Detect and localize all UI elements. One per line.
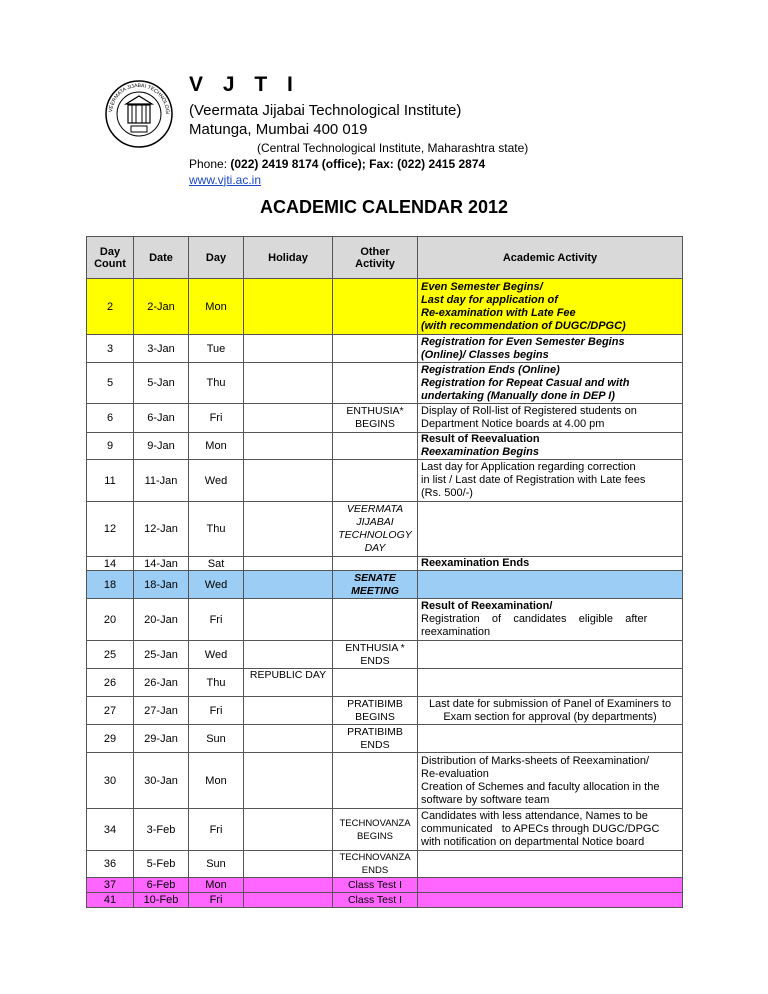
activity-line: Last date for submission of Panel of Examiners to [428,697,672,710]
activity-line: Result of Reexamination/ [421,600,553,612]
cell-activity [418,279,683,335]
activity-line: (Online)/ Classes begins [421,348,549,361]
cell-day: Fri [189,697,244,725]
activity-line: Department Notice boards at 4.00 pm [421,418,605,430]
activity-line: with notification on departmental Notice board [421,836,645,848]
cell-day: Mon [189,279,244,335]
institute-logo [104,70,174,160]
cell-other [333,851,418,878]
cell-holiday: REPUBLIC DAY [244,669,333,697]
cell-date: 5-Jan [134,363,189,404]
activity-line: Candidates with less attendance, Names to be [421,810,648,822]
cell-day: Sat [189,557,244,571]
cell-holiday [244,851,333,878]
cell-other [333,641,418,669]
cell-day-count: 12 [87,502,134,557]
cell-day: Fri [189,404,244,433]
table-row [87,279,683,335]
cell-holiday [244,878,333,893]
cell-day-count: 5 [87,363,134,404]
table-row [87,502,683,557]
cell-activity [418,641,683,669]
activity-line: (with recommendation of DUGC/DPGC) [421,319,626,332]
cell-activity [418,433,683,460]
cell-date: 3-Jan [134,335,189,363]
activity-line: Registration for Repeat Casual and with [421,376,630,389]
activity-line: Exam section for approval (by departments) [443,710,657,723]
col-day: Day [189,237,244,279]
other-line: ENTHUSIA * [345,641,405,654]
other-line: TECHNOVANZA [339,817,411,829]
cell-date: 6-Feb [134,878,189,893]
activity-line: Even Semester Begins/ [421,280,543,293]
cell-holiday [244,571,333,599]
cell-date: 11-Jan [134,460,189,502]
activity-line: undertaking (Manually done in DEP I) [421,389,615,402]
table-row [87,669,683,697]
other-line: BEGINS [355,418,395,430]
calendar-title: ACADEMIC CALENDAR 2012 [259,197,509,217]
website-link[interactable]: www.vjti.ac.in [189,172,262,187]
cell-activity [418,363,683,404]
cell-other [333,279,418,335]
other-line: BEGINS [355,710,395,723]
cell-day-count: 36 [87,851,134,878]
phone-label: Phone: [189,156,231,171]
cell-holiday [244,809,333,851]
other-line: BEGINS [357,830,393,842]
cell-day-count: 25 [87,641,134,669]
other-line: ENDS [361,865,389,876]
cell-holiday [244,433,333,460]
other-line: JIJABAI [356,516,394,528]
cell-day-count: 41 [87,893,134,908]
table-row [87,851,683,878]
activity-line: Re-examination with Late Fee [421,306,576,319]
cell-other [333,363,418,404]
activity-line: in list / Last date of Registration with Late fees [421,474,646,486]
cell-date: 5-Feb [134,851,189,878]
cell-other [333,557,418,571]
col-other-line1: Other [360,245,390,258]
cell-other [333,753,418,809]
cell-activity [418,809,683,851]
cell-activity [418,893,683,908]
cell-activity [418,599,683,641]
cell-day: Fri [189,809,244,851]
table-row [87,404,683,433]
cell-holiday [244,753,333,809]
table-row [87,641,683,669]
cell-holiday [244,599,333,641]
cell-holiday [244,335,333,363]
cell-activity [418,557,683,571]
other-line: MEETING [351,584,399,597]
cell-date: 6-Jan [134,404,189,433]
other-line: ENDS [360,738,390,751]
cell-other [333,599,418,641]
activity-line: Creation of Schemes and faculty allocation in the [421,780,660,793]
contact-phone [189,157,528,172]
institute-short-name: V J T I [189,73,300,96]
table-row [87,557,683,571]
cell-date: 30-Jan [134,753,189,809]
activity-line: Registration of candidates eligible after [421,613,648,625]
cell-date: 10-Feb [134,893,189,908]
cell-day: Sun [189,725,244,753]
other-line: Class Test I [347,893,403,906]
institute-header [189,72,528,188]
cell-activity [418,571,683,599]
cell-day: Mon [189,878,244,893]
cell-holiday [244,460,333,502]
cell-day: Sun [189,851,244,878]
table-row [87,809,683,851]
cell-day: Fri [189,893,244,908]
institute-subtitle: (Central Technological Institute, Maharashtra state) [257,140,529,155]
cell-day-count: 9 [87,433,134,460]
cell-day: Tue [189,335,244,363]
institute-address: Matunga, Mumbai 400 019 [189,121,368,138]
col-day-count [87,237,134,279]
activity-line: software by software team [421,793,550,806]
cell-activity [418,697,683,725]
cell-date: 18-Jan [134,571,189,599]
cell-holiday [244,279,333,335]
activity-line: (Rs. 500/-) [421,487,473,499]
col-other-line2: Activity [355,257,395,270]
col-date: Date [134,237,189,279]
cell-date: 26-Jan [134,669,189,697]
cell-other [333,725,418,753]
cell-other [333,571,418,599]
cell-day-count: 29 [87,725,134,753]
cell-date: 9-Jan [134,433,189,460]
phone-fax-numbers: (022) 2419 8174 (office); Fax: (022) 2415 2874 [230,156,486,171]
other-line: Class Test I [347,878,403,891]
cell-day-count: 37 [87,878,134,893]
cell-other [333,893,418,908]
table-row [87,697,683,725]
cell-day-count: 2 [87,279,134,335]
activity-line: Last day for Application regarding correction [421,461,636,473]
cell-day-count: 26 [87,669,134,697]
table-header-row [87,237,683,279]
col-day-count-line1: Day [99,245,121,258]
cell-date: 14-Jan [134,557,189,571]
col-academic-activity: Academic Activity [418,237,683,279]
col-holiday: Holiday [244,237,333,279]
cell-holiday [244,725,333,753]
table-row [87,571,683,599]
activity-line: reexamination [421,626,491,638]
cell-holiday [244,697,333,725]
cell-day-count: 27 [87,697,134,725]
cell-activity [418,669,683,697]
table-row [87,753,683,809]
cell-other [333,433,418,460]
cell-other [333,669,418,697]
other-line: ENTHUSIA* [346,405,404,417]
other-line: TECHNOLOGY [338,529,412,541]
academic-calendar-table [86,236,683,908]
cell-other [333,697,418,725]
table-row [87,725,683,753]
cell-activity [418,335,683,363]
cell-day: Mon [189,753,244,809]
activity-line: Registration for Even Semester Begins [421,335,625,348]
cell-day-count: 20 [87,599,134,641]
col-day-count-line2: Count [94,257,126,270]
cell-date: 27-Jan [134,697,189,725]
cell-day: Thu [189,669,244,697]
other-line: PRATIBIMB [347,697,403,710]
other-line: ENDS [360,654,390,667]
cell-other [333,404,418,433]
cell-day-count: 34 [87,809,134,851]
table-row [87,599,683,641]
cell-other [333,502,418,557]
institute-full-name: (Veermata Jijabai Technological Institute) [189,102,462,120]
other-line: DAY [364,542,386,554]
activity-line: communicated to APECs through DUGC/DPGC [421,823,660,835]
activity-line: Reexamination Ends [421,557,530,569]
cell-activity [418,404,683,433]
cell-holiday [244,557,333,571]
cell-other [333,335,418,363]
cell-activity [418,460,683,502]
table-row [87,460,683,502]
other-line: VEERMATA [346,503,404,515]
activity-line: Registration Ends (Online) [421,363,560,376]
cell-day: Wed [189,641,244,669]
activity-line: Distribution of Marks-sheets of Reexamination/ [421,754,650,767]
cell-day-count: 6 [87,404,134,433]
cell-day: Thu [189,502,244,557]
table-row [87,363,683,404]
cell-holiday [244,893,333,908]
cell-other [333,809,418,851]
cell-day: Wed [189,571,244,599]
cell-other [333,460,418,502]
cell-date: 3-Feb [134,809,189,851]
cell-day: Thu [189,363,244,404]
cell-activity [418,753,683,809]
table-row [87,878,683,893]
cell-day-count: 18 [87,571,134,599]
other-line: TECHNOVANZA [339,852,411,863]
cell-holiday [244,641,333,669]
logo-text: VEERMATA JIJABAI TECHNOLOGI [108,82,171,115]
other-line: SENATE [354,571,396,584]
cell-date: 20-Jan [134,599,189,641]
cell-day-count: 14 [87,557,134,571]
cell-date: 2-Jan [134,279,189,335]
activity-line: Reexamination Begins [421,446,539,458]
cell-day-count: 3 [87,335,134,363]
cell-date: 29-Jan [134,725,189,753]
cell-day-count: 30 [87,753,134,809]
activity-line: Result of Reevaluation [421,433,540,445]
cell-activity [418,851,683,878]
cell-day: Mon [189,433,244,460]
cell-activity [418,878,683,893]
cell-holiday [244,502,333,557]
cell-other [333,878,418,893]
activity-line: Display of Roll-list of Registered students on [421,405,637,417]
cell-date: 12-Jan [134,502,189,557]
cell-activity [418,725,683,753]
cell-activity [418,502,683,557]
table-row [87,893,683,908]
cell-day-count: 11 [87,460,134,502]
cell-day: Wed [189,460,244,502]
cell-holiday [244,363,333,404]
cell-date: 25-Jan [134,641,189,669]
other-line: PRATIBIMB [347,725,403,738]
activity-line: Re-evaluation [421,767,489,780]
table-row [87,433,683,460]
activity-line: Last day for application of [421,293,558,306]
table-row [87,335,683,363]
cell-day: Fri [189,599,244,641]
cell-holiday [244,404,333,433]
col-other-activity [333,237,418,279]
